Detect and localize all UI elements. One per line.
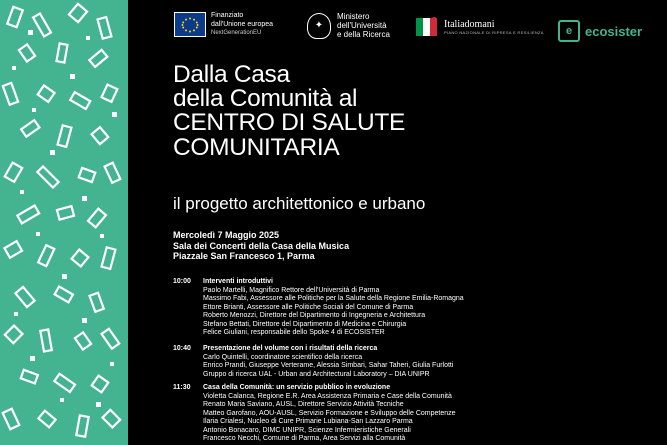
event-info	[173, 230, 349, 262]
title-line-2: della Comunità al	[173, 85, 358, 112]
eu-line2: dall'Unione europea	[211, 20, 274, 28]
title-line-4: COMUNITARIA	[173, 134, 340, 161]
program-line: Francesco Necchi, Comune di Parma, Area Servizi alla Comunità	[203, 435, 406, 442]
program-title: Interventi introduttivi	[203, 278, 273, 285]
program-line: Paolo Martelli, Magnifico Rettore dell'Università di Parma	[203, 286, 380, 294]
italia-map-icon	[414, 14, 440, 40]
program-time: 11:30	[173, 384, 191, 391]
program-line: Ilaria Crialesi, Nucleo di Cure Primarie Lubiana-San Lazzaro Parma	[203, 418, 413, 425]
program-line: Gruppo di ricerca UAL - Urban and Architectural Laboratory – DIA UNIPR	[203, 370, 430, 378]
program-line: Carlo Quintelli, coordinatore scientifico della ricerca	[203, 353, 363, 361]
program-line: Massimo Fabi, Assessore alle Politiche per la Salute della Regione Emilia-Romagna	[203, 295, 464, 302]
program-title: Presentazione del volume con i risultati della ricerca	[203, 345, 378, 352]
program-line: Roberto Menozzi, Direttore del Dipartimento di Ingegneria e Architettura	[203, 312, 426, 319]
ecosister-icon: e	[558, 20, 580, 42]
decorative-pattern-strip	[0, 0, 128, 445]
eu-line1: Finanziato	[211, 12, 244, 19]
event-venue: Sala dei Concerti della Casa della Musica	[173, 240, 350, 251]
program-line: Enrico Prandi, Giuseppe Verterame, Alessia Simbari, Sahar Taheri, Giulia Furlotti	[203, 362, 454, 369]
program-line: Felice Giuliani, responsabile dello Spoke 4 di ECOSISTER	[203, 329, 385, 336]
eu-line3: NextGenerationEU	[211, 30, 262, 36]
italiadomani-name: Italiadomani	[444, 19, 495, 30]
event-subtitle: il progetto architettonico e urbano	[173, 194, 426, 213]
eu-logo	[174, 12, 273, 38]
program-line: Stefano Bettati, Direttore del Dipartimento di Medicina e Chirurgia	[203, 320, 407, 328]
ecosister-logo	[558, 20, 642, 42]
ecosister-name: ecosister	[585, 23, 643, 39]
italiadomani-logo	[414, 14, 544, 40]
eu-flag-icon	[174, 12, 206, 37]
program-line: Antonio Bonacaro, DIMC UNIPR, Scienze Infermieristiche Generali	[203, 426, 411, 434]
mur-line3: e della Ricerca	[337, 30, 390, 39]
partner-logos	[170, 12, 667, 52]
program-time: 10:00	[173, 278, 191, 285]
mur-line1: Ministero	[337, 12, 370, 21]
mur-line2: dell'Università	[337, 21, 387, 30]
italiadomani-tagline: PIANO NAZIONALE DI RIPRESA E RESILIENZA	[444, 30, 544, 35]
event-title	[173, 61, 653, 161]
program-line: Matteo Garofano, AOU-AUSL, Servizio Formazione e Sviluppo delle Competenze	[203, 409, 456, 417]
program-time: 10:40	[173, 345, 191, 352]
program-title: Casa della Comunità: un servizio pubblico in evoluzione	[203, 384, 391, 391]
program-line: Renato Maria Saviano, AUSL, Direttore Servizio Attività Tecniche	[203, 401, 404, 408]
title-line-3: CENTRO DI SALUTE	[173, 109, 406, 136]
program-line: Violetta Calanca, Regione E.R. Area Assistenza Primaria e Case della Comunità	[203, 392, 452, 400]
event-address: Piazzale San Francesco 1, Parma	[173, 251, 315, 261]
republic-emblem-icon: ✦	[307, 13, 331, 39]
plan-pattern	[0, 0, 128, 445]
title-line-1: Dalla Casa	[173, 61, 290, 88]
event-date: Mercoledì 7 Maggio 2025	[173, 230, 280, 240]
program-line: Ettore Brianti, Assessore alle Politiche Sociali del Comune di Parma	[203, 303, 414, 311]
mur-logo	[307, 12, 390, 39]
